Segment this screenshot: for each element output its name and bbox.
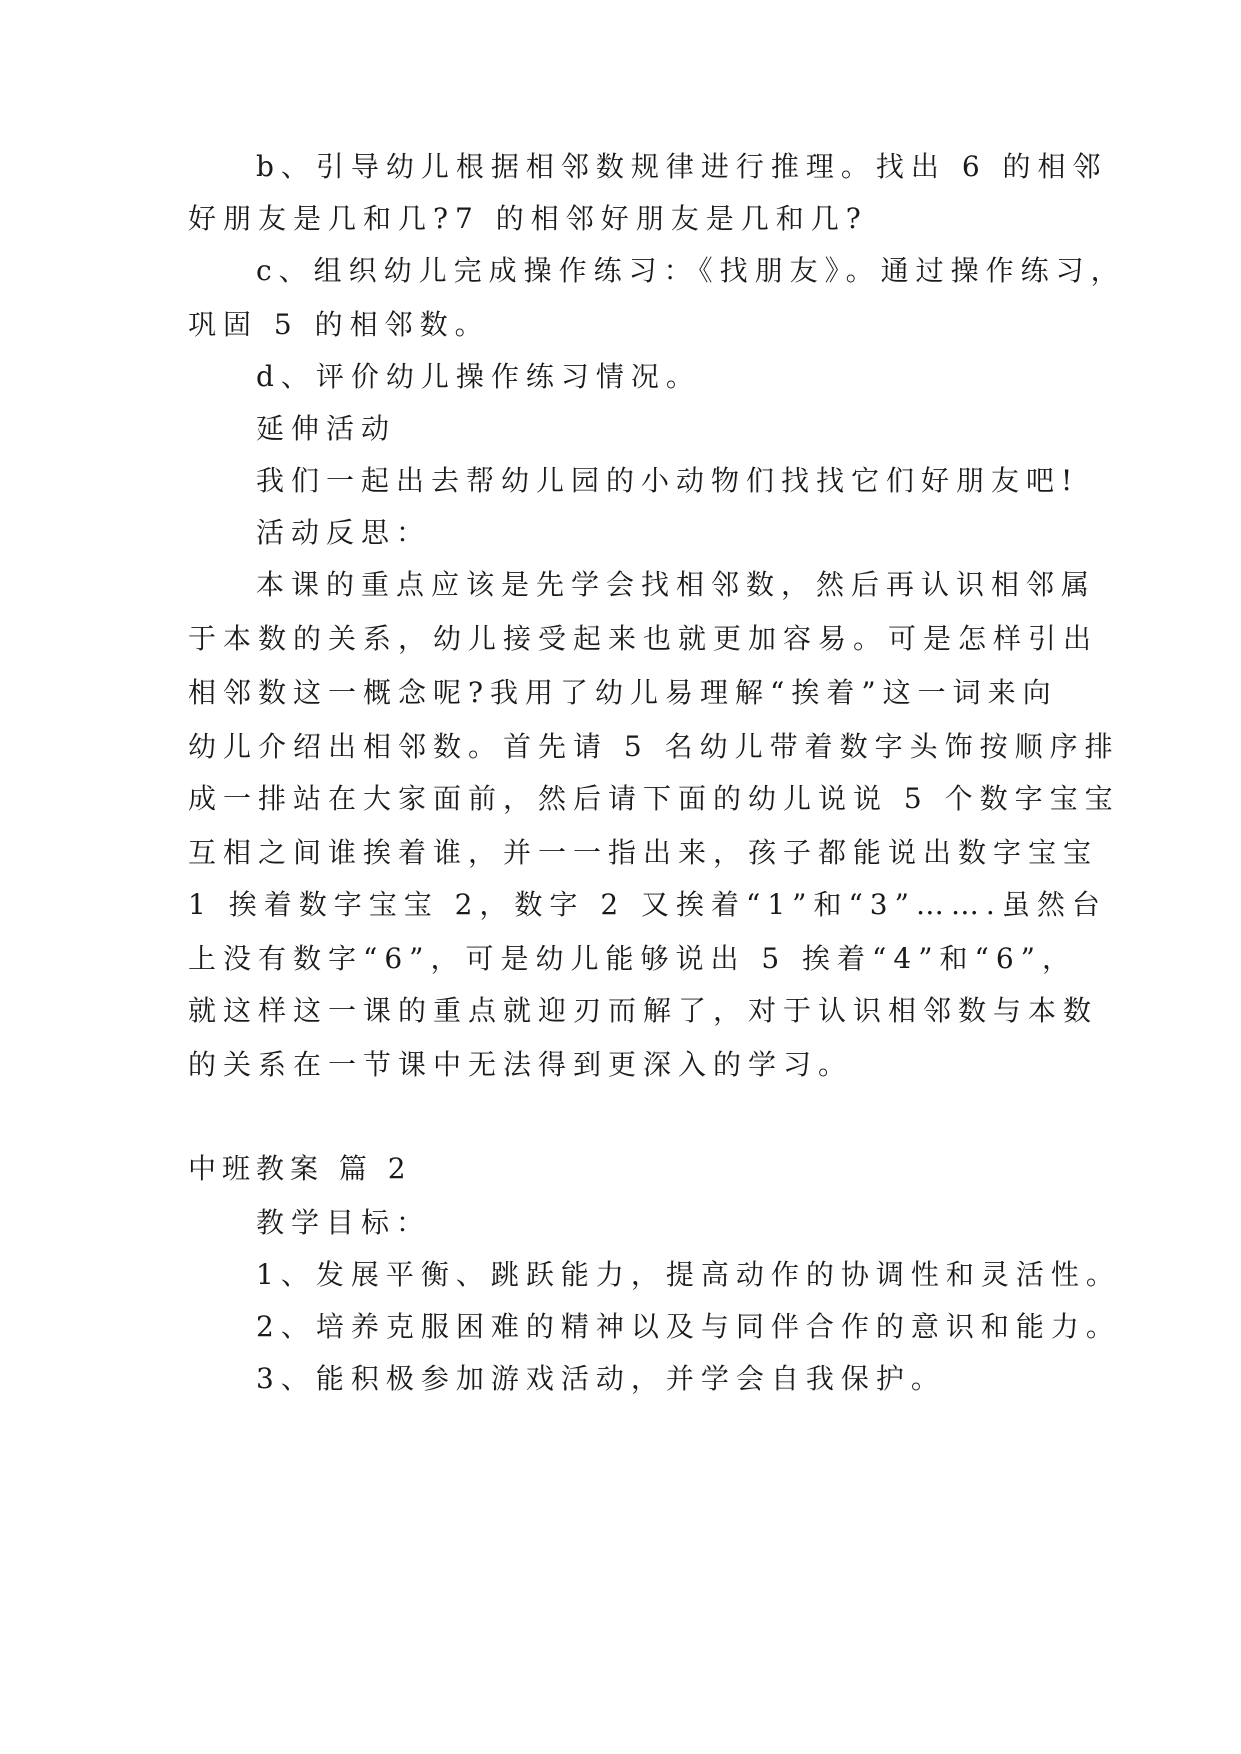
paragraph-line: 幼儿介绍出相邻数。首先请 5 名幼儿带着数字头饰按顺序排 (188, 730, 1120, 763)
paragraph-line: 于本数的关系，幼儿接受起来也就更加容易。可是怎样引出 (188, 622, 1099, 655)
paragraph-line: c、组织幼儿完成操作练习：《找朋友》。通过操作练习， (256, 254, 1126, 287)
paragraph-line: d、评价幼儿操作练习情况。 (256, 360, 701, 393)
paragraph-line: 我们一起出去帮幼儿园的小动物们找找它们好朋友吧! (256, 464, 1080, 497)
list-item: 3、能积极参加游戏活动，并学会自我保护。 (256, 1362, 946, 1395)
section-title: 中班教案 篇 2 (188, 1152, 412, 1185)
list-item: 2、培养克服困难的精神以及与同伴合作的意识和能力。 (256, 1310, 1121, 1343)
paragraph-line: 互相之间谁挨着谁，并一一指出来，孩子都能说出数字宝宝 (188, 836, 1099, 869)
paragraph-line: 上没有数字“6”，可是幼儿能够说出 5 挨着“4”和“6”， (188, 942, 1077, 975)
list-item: 1、发展平衡、跳跃能力，提高动作的协调性和灵活性。 (256, 1258, 1121, 1291)
paragraph-line: 的关系在一节课中无法得到更深入的学习。 (188, 1048, 854, 1081)
paragraph-line: 成一排站在大家面前，然后请下面的幼儿说说 5 个数字宝宝 (188, 782, 1120, 815)
section-subheading: 延伸活动 (256, 412, 397, 445)
paragraph-line: 1 挨着数字宝宝 2，数字 2 又挨着“1”和“3”…….虽然台 (188, 888, 1107, 921)
paragraph-line: 好朋友是几和几?7 的相邻好朋友是几和几? (188, 202, 868, 235)
section-subheading: 教学目标： (256, 1206, 432, 1239)
section-subheading: 活动反思： (256, 516, 432, 549)
paragraph-line: 本课的重点应该是先学会找相邻数，然后再认识相邻属 (256, 568, 1097, 601)
paragraph-line: 巩固 5 的相邻数。 (188, 308, 490, 341)
paragraph-line: b、引导幼儿根据相邻数规律进行推理。找出 6 的相邻 (256, 150, 1108, 183)
paragraph-line: 相邻数这一概念呢?我用了幼儿易理解“挨着”这一词来向 (188, 676, 1058, 709)
paragraph-line: 就这样这一课的重点就迎刃而解了，对于认识相邻数与本数 (188, 994, 1099, 1027)
